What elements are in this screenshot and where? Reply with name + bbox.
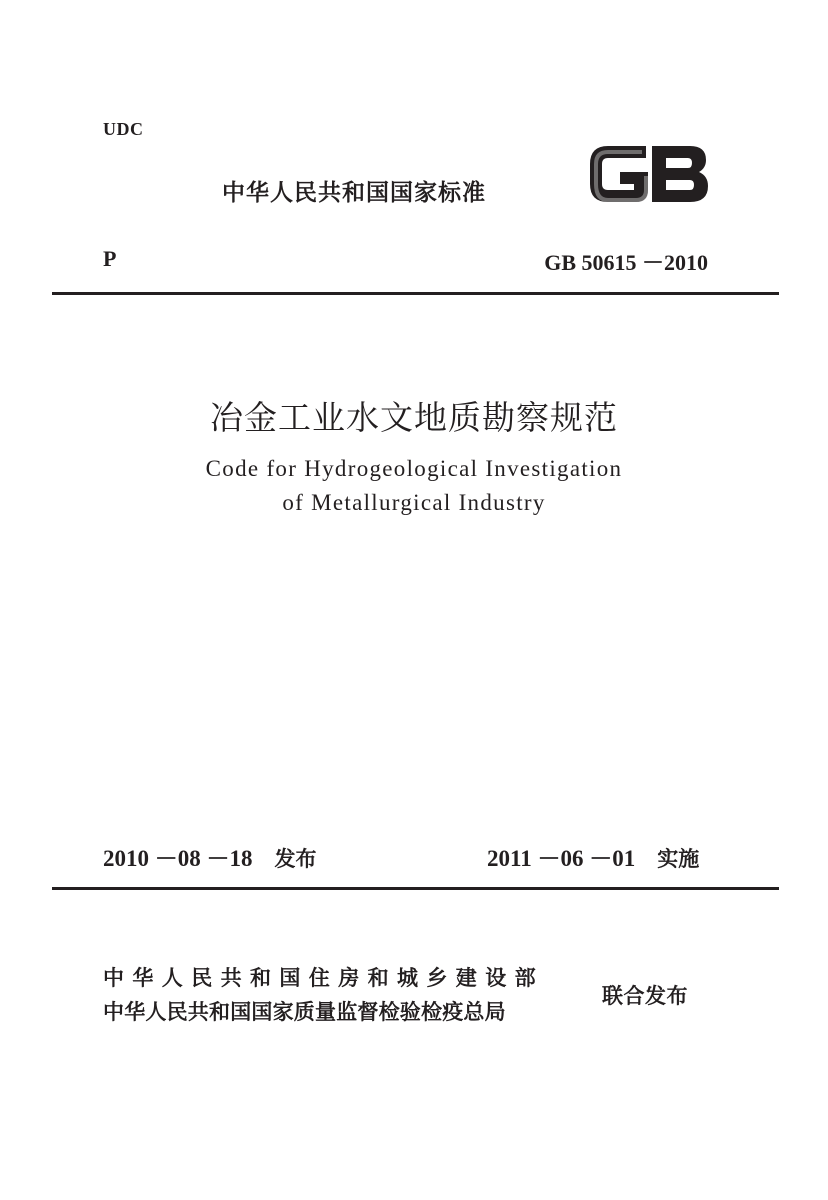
title-chinese: 冶金工业水文地质勘察规范: [210, 398, 618, 437]
issuer-ministry-housing: 中华人民共和国住房和城乡建设部: [103, 966, 544, 990]
title-english-line2: of Metallurgical Industry: [282, 490, 546, 515]
gb-logo: [586, 140, 712, 208]
joint-issue-label: 联合发布: [602, 984, 688, 1008]
udc-label: UDC: [103, 119, 144, 139]
effective-date: 2011 －06 －01: [487, 846, 636, 871]
standard-number: GB 50615 －2010: [544, 250, 708, 275]
effective-label: 实施: [657, 847, 700, 871]
issue-date-block: [103, 840, 317, 873]
bottom-divider: [52, 887, 779, 890]
issue-date: 2010 －08 －18: [103, 846, 253, 871]
issue-label: 发布: [274, 847, 317, 871]
top-divider: [52, 292, 779, 295]
classification-code: P: [103, 246, 117, 271]
issuer-aqsiq: 中华人民共和国国家质量监督检验检疫总局: [103, 1000, 506, 1024]
effective-date-block: [487, 840, 699, 873]
national-standard-heading: 中华人民共和国国家标准: [222, 180, 486, 206]
title-english-line1: Code for Hydrogeological Investigation: [205, 456, 623, 481]
